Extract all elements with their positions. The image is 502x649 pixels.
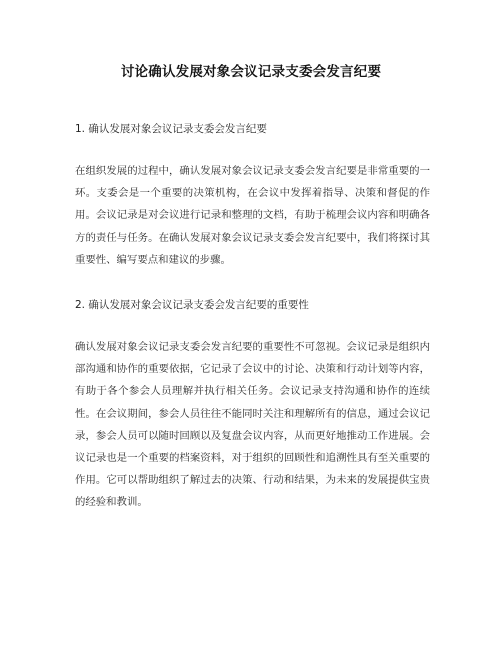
document-title: 讨论确认发展对象会议记录支委会发言纪要 [120, 64, 382, 80]
section-2-paragraph: 确认发展对象会议记录支委会发言纪要的重要性不可忽视。会议记录是组织内部沟通和协作的重要依据，它记录了会议中的讨论、决策和行动计划等内容，有助于各个参会人员理解并执行相关任务。会议记录支持沟通和协作的连续性。在会议期间，参会人员往往不能同时关注和理解所有的信息，通过会议记录，参会人员可以随时回顾以及复盘会议内容，从而更好地推动工作进展。会议记录也是一个重要的档案资料，对于组织的回顾性和追溯性具有至关重要的作用。它可以帮助组织了解过去的决策、行动和结果，为未来的发展提供宝贵的经验和教训。 [75, 341, 430, 509]
section-2-heading: 2. 确认发展对象会议记录支委会发言纪要的重要性 [75, 299, 309, 311]
section-1-paragraph: 在组织发展的过程中，确认发展对象会议记录支委会发言纪要是非常重要的一环。支委会是一个重要的决策机构，在会议中发挥着指导、决策和督促的作用。会议记录是对会议进行记录和整理的文档，有助于梳理会议内容和明确各方的责任与任务。在确认发展对象会议记录支委会发言纪要中，我们将探讨其重要性、编写要点和建议的步骤。 [75, 165, 430, 266]
section-1-heading: 1. 确认发展对象会议记录支委会发言纪要 [75, 123, 267, 135]
